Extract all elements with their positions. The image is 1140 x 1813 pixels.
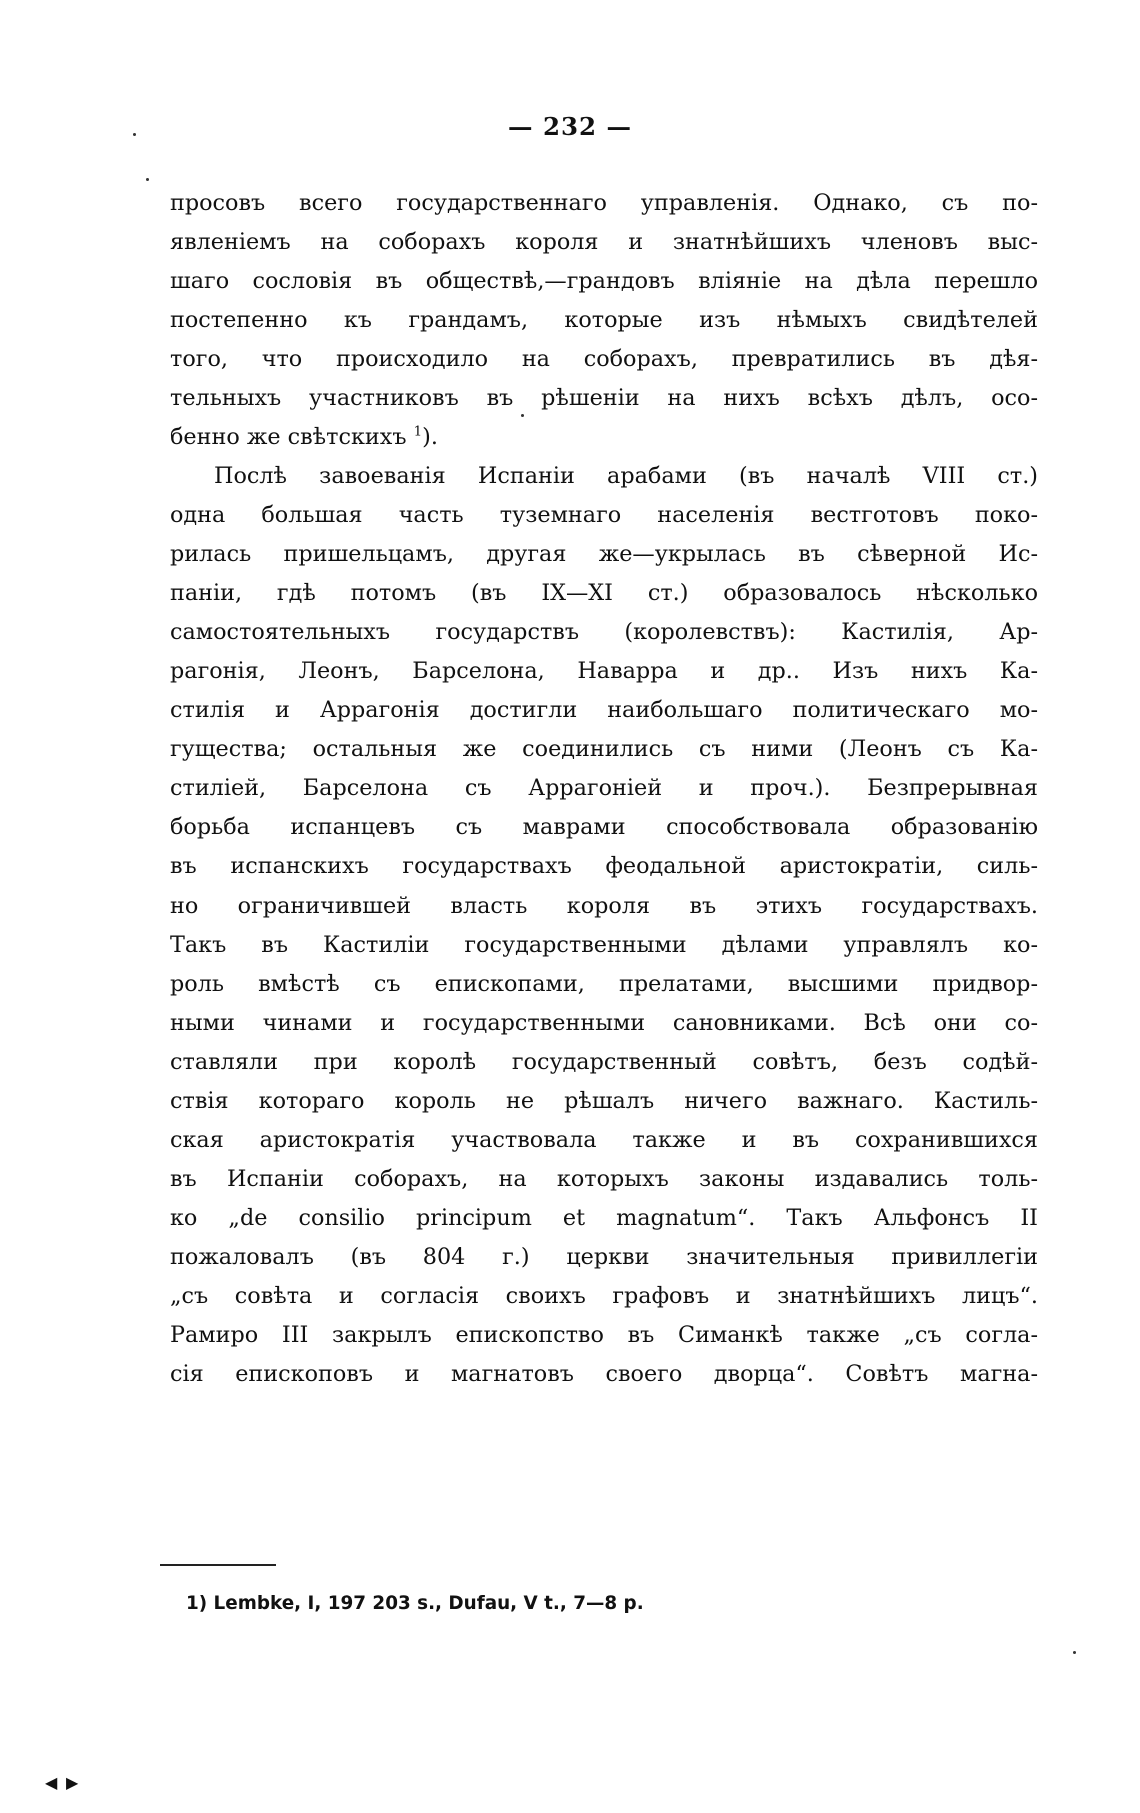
- text-line: стиліей, Барселона съ Аррагоніей и проч.). Безпрерывная: [170, 775, 1038, 802]
- page-number: — 232 —: [507, 111, 633, 141]
- footnote: 1) Lembke, I, 197 203 s., Dufau, V t., 7—8 p.: [186, 1592, 644, 1614]
- text-line: борьба испанцевъ съ маврами способствовала образованію: [170, 814, 1038, 841]
- text-line: сія епископовъ и магнатовъ своего дворца“. Совѣтъ магна-: [170, 1361, 1038, 1388]
- text-line: шаго сословія въ обществѣ,—грандовъ вліяніе на дѣла перешло: [170, 267, 1038, 294]
- page-nav-marker-icon: ◀: [45, 1773, 58, 1793]
- scan-speck: [133, 133, 136, 136]
- text-line: ставляли при королѣ государственный совѣтъ, безъ содѣй-: [170, 1048, 1038, 1075]
- text-line-fragment: бенно же свѣтскихъ: [170, 423, 414, 450]
- text-line: пожаловалъ (въ 804 г.) церкви значительныя привиллегіи: [170, 1243, 1038, 1270]
- footnote-separator: [160, 1564, 276, 1566]
- paragraph-end-line: [170, 418, 1038, 457]
- text-line: роль вмѣстѣ съ епископами, прелатами, высшими придвор-: [170, 970, 1038, 997]
- scan-speck: [521, 414, 524, 417]
- scan-speck: [1073, 1651, 1076, 1654]
- text-line: постепенно къ грандамъ, которые изъ нѣмыхъ свидѣтелей: [170, 306, 1038, 333]
- text-line: тельныхъ участниковъ въ рѣшеніи на нихъ всѣхъ дѣлъ, осо-: [170, 384, 1038, 411]
- text-line: въ испанскихъ государствахъ феодальной аристократіи, силь-: [170, 853, 1038, 880]
- text-line: ствія котораго король не рѣшалъ ничего важнаго. Кастиль-: [170, 1087, 1038, 1114]
- text-line: ская аристократія участвовала также и въ сохранившихся: [170, 1126, 1038, 1153]
- scan-speck: [146, 178, 149, 181]
- text-line: Такъ въ Кастиліи государственными дѣлами управлялъ ко-: [170, 931, 1038, 958]
- text-line: явленіемъ на соборахъ короля и знатнѣйшихъ членовъ выс-: [170, 228, 1038, 255]
- text-line: рилась пришельцамъ, другая же—укрылась въ сѣверной Ис-: [170, 541, 1038, 568]
- text-line: просовъ всего государственнаго управленія. Однако, съ по-: [170, 189, 1038, 216]
- text-line: рагонія, Леонъ, Барселона, Наварра и др.. Изъ нихъ Ка-: [170, 658, 1038, 685]
- body-text: [170, 184, 1038, 1394]
- text-line: одна большая часть туземнаго населенія вестготовъ поко-: [170, 502, 1038, 529]
- footnote-reference: 1: [413, 424, 423, 440]
- text-line: самостоятельныхъ государствъ (королевствъ): Кастилія, Ар-: [170, 619, 1038, 646]
- text-line: но ограничившей власть короля въ этихъ государствахъ.: [170, 892, 1038, 919]
- text-line: въ Испаніи соборахъ, на которыхъ законы издавались толь-: [170, 1165, 1038, 1192]
- text-line: Рамиро III закрылъ епископство въ Симанкѣ также „съ согла-: [170, 1322, 1038, 1349]
- text-line: гущества; остальныя же соединились съ ними (Леонъ съ Ка-: [170, 736, 1038, 763]
- text-line: ко „de consilio principum et magnatum“. Такъ Альфонсъ II: [170, 1204, 1038, 1231]
- page-nav-marker-icon: ▶: [66, 1773, 79, 1793]
- text-line: „съ совѣта и согласія своихъ графовъ и знатнѣйшихъ лицъ“.: [170, 1282, 1038, 1309]
- text-line: стилія и Аррагонія достигли наибольшаго политическаго мо-: [170, 697, 1038, 724]
- text-line: того, что происходило на соборахъ, превратились въ дѣя-: [170, 345, 1038, 372]
- text-line: ными чинами и государственными сановниками. Всѣ они со-: [170, 1009, 1038, 1036]
- text-line: паніи, гдѣ потомъ (въ IX—XI ст.) образовалось нѣсколько: [170, 580, 1038, 607]
- paragraph-first-line: Послѣ завоеванія Испаніи арабами (въ началѣ VIII ст.): [214, 462, 1038, 489]
- text-line-fragment: ).: [422, 423, 438, 450]
